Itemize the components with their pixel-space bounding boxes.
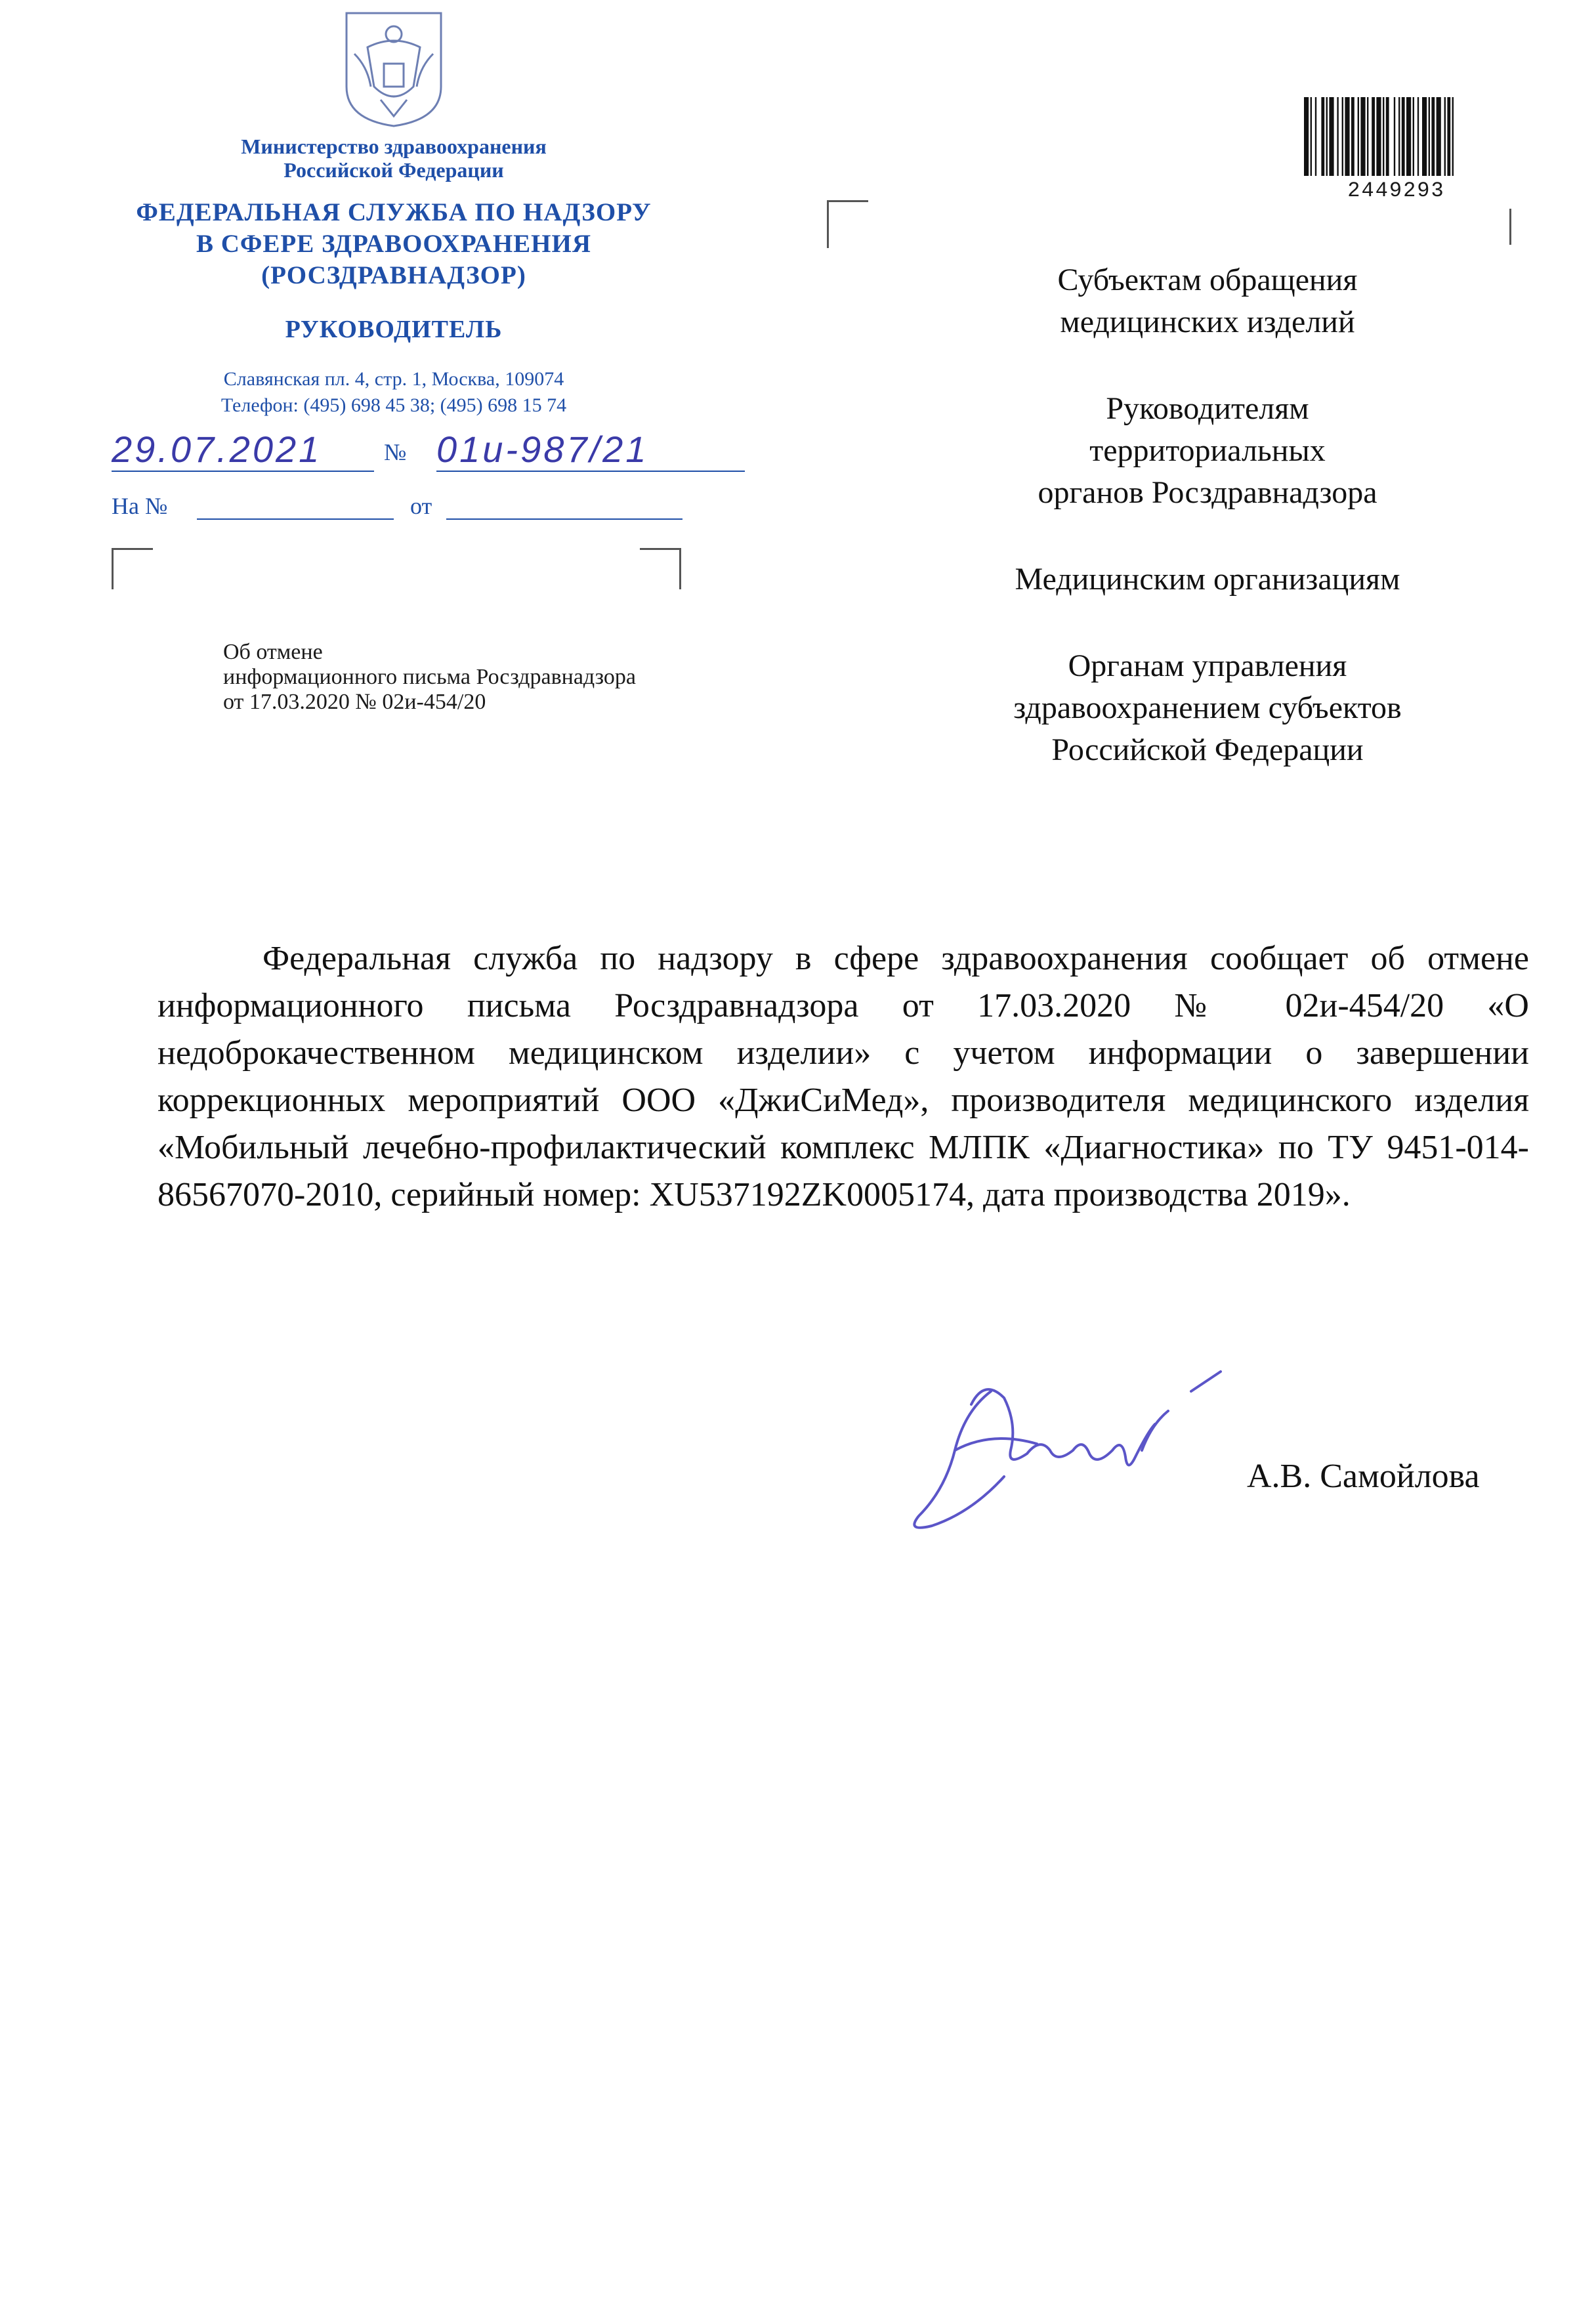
letter-body (158, 935, 1529, 1219)
ministry-name (112, 135, 676, 182)
recipient-group (906, 388, 1509, 514)
phone: Телефон: (495) 698 45 38; (495) 698 15 74 (220, 394, 567, 416)
coat-of-arms-icon (341, 8, 446, 129)
recipient-line: территориальных (1089, 433, 1326, 468)
recipient-line: Органам управления (1068, 648, 1347, 683)
corner-mark-address-left (827, 200, 868, 248)
recipient-line: здравоохранением субъектов (1013, 690, 1402, 725)
recipients-block (906, 259, 1509, 816)
address: Славянская пл. 4, стр. 1, Москва, 109074 (223, 368, 564, 390)
ministry-line-2: Российской Федерации (284, 158, 504, 182)
number-mark: № (384, 439, 407, 465)
barcode-number: 2449293 (1347, 179, 1445, 203)
subject-line-2: информационного письма Росздравнадзора (223, 665, 636, 689)
service-line-3: (РОСЗДРАВНАДЗОР) (261, 261, 526, 289)
recipient-line: медицинских изделий (1060, 305, 1355, 339)
address-block (112, 366, 676, 419)
letter-date: 29.07.2021 (112, 428, 374, 472)
head-title: РУКОВОДИТЕЛЬ (285, 316, 503, 343)
incoming-number-label: На № (112, 493, 168, 519)
corner-mark-top-left (112, 548, 153, 589)
corner-mark-top-right (640, 548, 681, 589)
recipient-group (906, 645, 1509, 771)
recipient-group (906, 259, 1509, 343)
recipient-group (906, 558, 1509, 600)
service-line-1: ФЕДЕРАЛЬНАЯ СЛУЖБА ПО НАДЗОРУ (136, 198, 652, 226)
recipient-line: Медицинским организациям (1015, 562, 1400, 597)
recipient-line: органов Росздравнадзора (1038, 475, 1377, 510)
subject-line-1: Об отмене (223, 640, 323, 664)
handwritten-signature-icon (892, 1352, 1260, 1549)
corner-mark-address-right (1509, 209, 1511, 245)
service-line-2: В СФЕРЕ ЗДРАВООХРАНЕНИЯ (196, 230, 592, 258)
letter-number: 01и-987/21 (436, 428, 745, 472)
service-name (92, 197, 696, 291)
incoming-from-label: от (410, 493, 432, 519)
signer-name: А.В. Самойлова (1247, 1458, 1480, 1495)
letter-subject (223, 640, 814, 715)
body-paragraph: Федеральная служба по надзору в сфере здравоохранения сообщает об отмене информационного письма Росздравнадзора от 17.03.2020 № 02и-454/20 «О недоброкачественном медицинском изделии» с учетом информации о завершении коррекционных мероприятий ООО «ДжиСиМед», производителя медицинского изделия «Мобильный лечебно-профилактический комплекс МЛПК «Диагностика» по ТУ 9451-014-86567070-2010, серийный номер: XU537192ZK0005174, дата производства 2019». (158, 940, 1529, 1213)
recipient-line: Субъектам обращения (1057, 263, 1358, 297)
subject-line-3: от 17.03.2020 № 02и-454/20 (223, 690, 486, 714)
incoming-number-blank (197, 518, 394, 520)
recipient-line: Российской Федерации (1051, 732, 1364, 767)
ministry-line-1: Министерство здравоохранения (241, 135, 547, 158)
barcode-icon (1303, 97, 1490, 176)
recipient-line: Руководителям (1106, 391, 1309, 426)
incoming-date-blank (446, 518, 682, 520)
